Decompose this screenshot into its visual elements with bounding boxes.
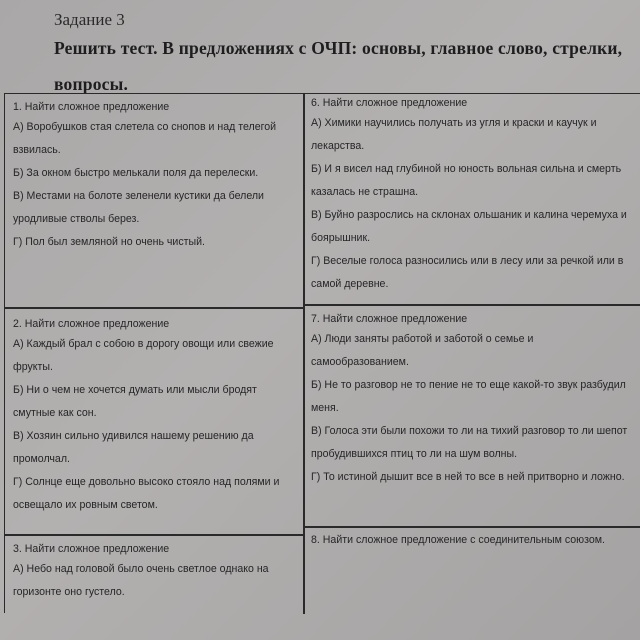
question-title: 6. Найти сложное предложение [311,97,468,109]
answer-option: Г) То истиной дышит все в ней то все в ней притворно и ложно. [311,471,625,483]
question-3-cell [7,540,301,604]
task-instruction: Решить тест. В предложениях с ОЧП: основы, главное слово, стрелки, вопросы. [54,38,623,94]
task-label: Задание 3 [54,10,125,29]
answer-option: В) Хозяин сильно удивился нашему решению да промолчал. [13,430,254,465]
row-divider [5,534,303,536]
question-title: 1. Найти сложное предложение [13,101,170,113]
row-divider [303,526,640,528]
row-divider [5,307,303,309]
answer-option: Г) Веселые голоса разносились или в лесу или за речкой или в самой деревне. [311,255,624,290]
row-divider [303,304,640,306]
question-8-cell [305,531,639,549]
answer-option: Г) Солнце еще довольно высоко стояло над полями и освещало их ровным светом. [13,476,280,511]
answer-option: Б) И я висел над глубиной но юность вольная сильна и смерть казалась не страшна. [311,163,622,198]
answer-option: Б) Ни о чем не хочется думать или мысли бродят смутные как сон. [13,384,257,419]
question-6-cell [305,94,639,296]
answer-option: Г) Пол был земляной но очень чистый. [13,236,205,248]
question-title: 7. Найти сложное предложение [311,313,468,325]
question-7-cell [305,310,639,489]
answer-option: Б) Не то разговор не то пение не то еще какой-то звук разбудил меня. [311,379,626,414]
answer-option: Б) За окном быстро мелькали поля да перелески. [13,167,259,179]
question-2-cell [7,315,301,517]
answer-option: А) Люди заняты работой и заботой о семье и самообразованием. [311,333,534,368]
question-title: 8. Найти сложное предложение с соединительным союзом. [311,534,605,546]
question-title: 2. Найти сложное предложение [13,318,170,330]
question-1-cell [7,98,301,254]
answer-option: А) Воробушков стая слетела со снопов и над телегой взвилась. [13,121,277,156]
answer-option: А) Химики научились получать из угля и краски и каучук и лекарства. [311,117,597,152]
answer-option: А) Каждый брал с собою в дорогу овощи или свежие фрукты. [13,338,274,373]
question-title: 3. Найти сложное предложение [13,543,170,555]
answer-option: В) Местами на болоте зеленели кустики да белели уродливые стволы берез. [13,190,264,225]
answer-option: А) Небо над головой было очень светлое однако на горизонте оно густело. [13,563,269,598]
answer-option: В) Голоса эти были похожи то ли на тихий разговор то ли шепот пробудившихся птиц то ли на шум волны. [311,425,628,460]
answer-option: В) Буйно разрослись на склонах ольшаник и калина черемуха и боярышник. [311,209,627,244]
test-table [4,93,640,613]
